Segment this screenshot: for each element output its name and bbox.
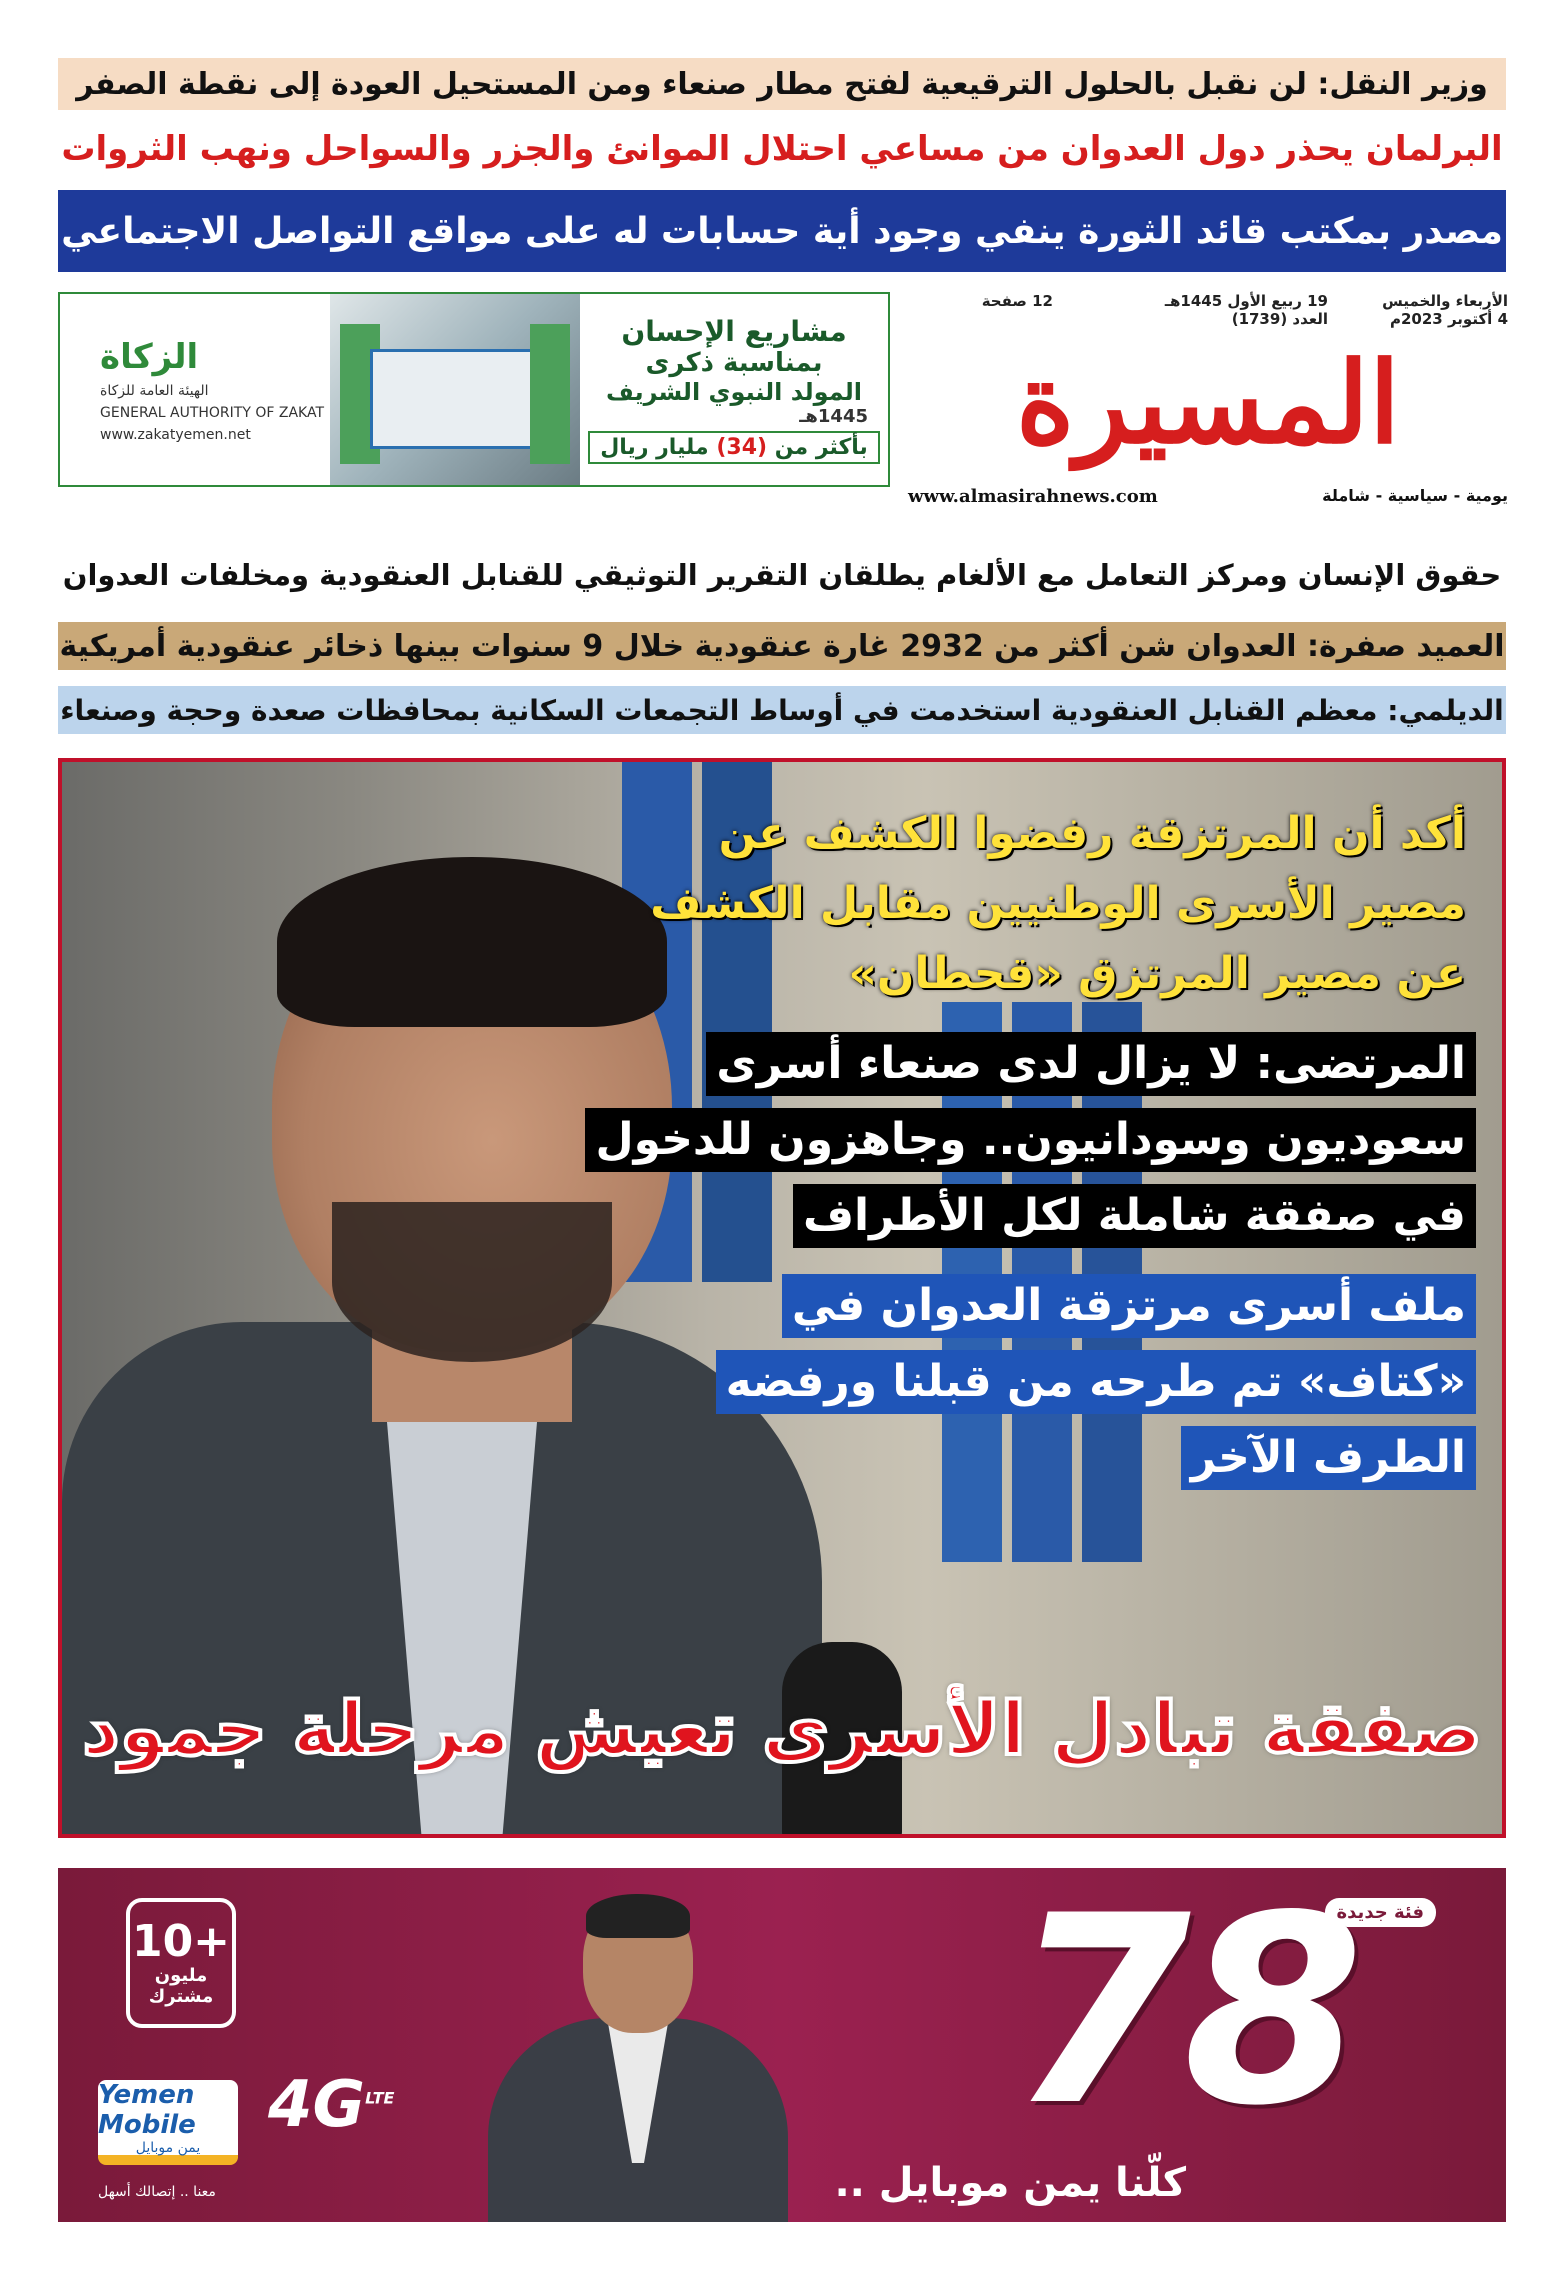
quote-yellow-1: أكد أن المرتزقة رفضوا الكشف عن xyxy=(718,808,1466,859)
presenter-hair xyxy=(586,1894,690,1938)
quote-blue-3: الطرف الآخر xyxy=(1181,1426,1476,1490)
newspaper-tagline: يومية - سياسية - شاملة xyxy=(1322,486,1508,505)
headline-transport-minister: وزير النقل: لن نقبل بالحلول الترقيعية لفتح مطار صنعاء ومن المستحيل العودة إلى نقطة الصفر xyxy=(58,58,1506,110)
edition-days: الأربعاء والخميس 4 أكتوبر 2023م xyxy=(1382,292,1508,328)
quote-blue-1: ملف أسرى مرتزقة العدوان في xyxy=(782,1274,1476,1338)
subscribers-badge: 10+ مليون مشترك xyxy=(126,1898,236,2028)
masthead xyxy=(908,288,1508,507)
quote-blue-2: «كتاف» تم طرحه من قبلنا ورفضه xyxy=(716,1350,1476,1414)
website-url: www.almasirahnews.com xyxy=(908,486,1158,507)
quote-black-2: سعوديون وسودانيون.. وجاهزون للدخول xyxy=(585,1108,1476,1172)
brand-tagline: معنا .. إتصالك أسهل xyxy=(98,2184,216,2200)
ad-presenter xyxy=(488,1888,788,2222)
zakat-ad-text xyxy=(580,294,888,485)
display-board xyxy=(370,349,540,449)
main-story-photo xyxy=(58,758,1506,1838)
yemen-mobile-logo: Yemen Mobile يمن موبايل xyxy=(98,2080,238,2165)
yemen-mobile-advertisement xyxy=(58,1868,1506,2222)
main-headline: صفقة تبادل الأسرى تعيش مرحلة جمود xyxy=(82,1686,1482,1772)
quote-yellow-2: مصير الأسرى الوطنيين مقابل الكشف xyxy=(650,878,1466,929)
zakat-logo: الزكاة xyxy=(100,336,199,377)
4g-lte-logo: $4G^{LTE}$ xyxy=(268,2068,395,2142)
subheadline-safra: العميد صفرة: العدوان شن أكثر من 2932 غارة عنقودية خلال 9 سنوات بينها ذخائر عنقودية أمريكية xyxy=(58,622,1506,670)
newspaper-logo: المسيرة xyxy=(1015,337,1401,469)
quote-black-1: المرتضى: لا يزال لدى صنعاء أسرى xyxy=(706,1032,1476,1096)
ad-year: 1445هـ xyxy=(799,406,868,427)
headline-leader-office: مصدر بمكتب قائد الثورة ينفي وجود أية حسابات له على مواقع التواصل الاجتماعي xyxy=(58,190,1506,272)
quote-black-3: في صفقة شاملة لكل الأطراف xyxy=(793,1184,1476,1248)
zakat-ad-photo xyxy=(330,294,580,485)
new-category-badge: فئة جديدة xyxy=(1325,1898,1436,1927)
headline-parliament: البرلمان يحذر دول العدوان من مساعي احتلال الموانئ والجزر والسواحل ونهب الثروات xyxy=(58,118,1506,180)
subheadline-cluster-report: حقوق الإنسان ومركز التعامل مع الألغام يطلقان التقرير التوثيقي للقنابل العنقودية ومخلفات العدوان xyxy=(58,540,1506,610)
ad-line-1: مشاريع الإحسان xyxy=(621,315,847,348)
curtain-right xyxy=(530,324,570,464)
ad-slogan: كلّنا يمن موبايل .. xyxy=(834,2160,1186,2206)
ad-line-2: بمناسبة ذكرى xyxy=(645,348,823,378)
zakat-website: www.zakatyemen.net xyxy=(100,426,251,443)
person-hair xyxy=(277,857,667,1027)
zakat-subtitle: الهيئة العامة للزكاة xyxy=(100,382,209,399)
zakat-logo-area xyxy=(60,294,330,485)
page-count: 12 صفحة xyxy=(981,292,1053,310)
number-prefix: 78 xyxy=(1010,1868,1356,2163)
ad-line-3: المولد النبوي الشريف xyxy=(605,378,863,406)
hijri-date-issue: 19 ربيع الأول 1445هـ العدد (1739) xyxy=(1164,292,1328,328)
subheadline-daylami: الديلمي: معظم القنابل العنقودية استخدمت في أوساط التجمعات السكانية بمحافظات صعدة وحجة وصنعاء xyxy=(58,686,1506,734)
quote-yellow-3: عن مصير المرتزق «قحطان» xyxy=(848,948,1466,999)
zakat-english-name: GENERAL AUTHORITY OF ZAKAT xyxy=(100,404,324,421)
zakat-advertisement xyxy=(58,292,890,487)
ad-amount: بأكثر من (34) مليار ريال xyxy=(588,431,880,464)
person-beard xyxy=(332,1202,612,1362)
